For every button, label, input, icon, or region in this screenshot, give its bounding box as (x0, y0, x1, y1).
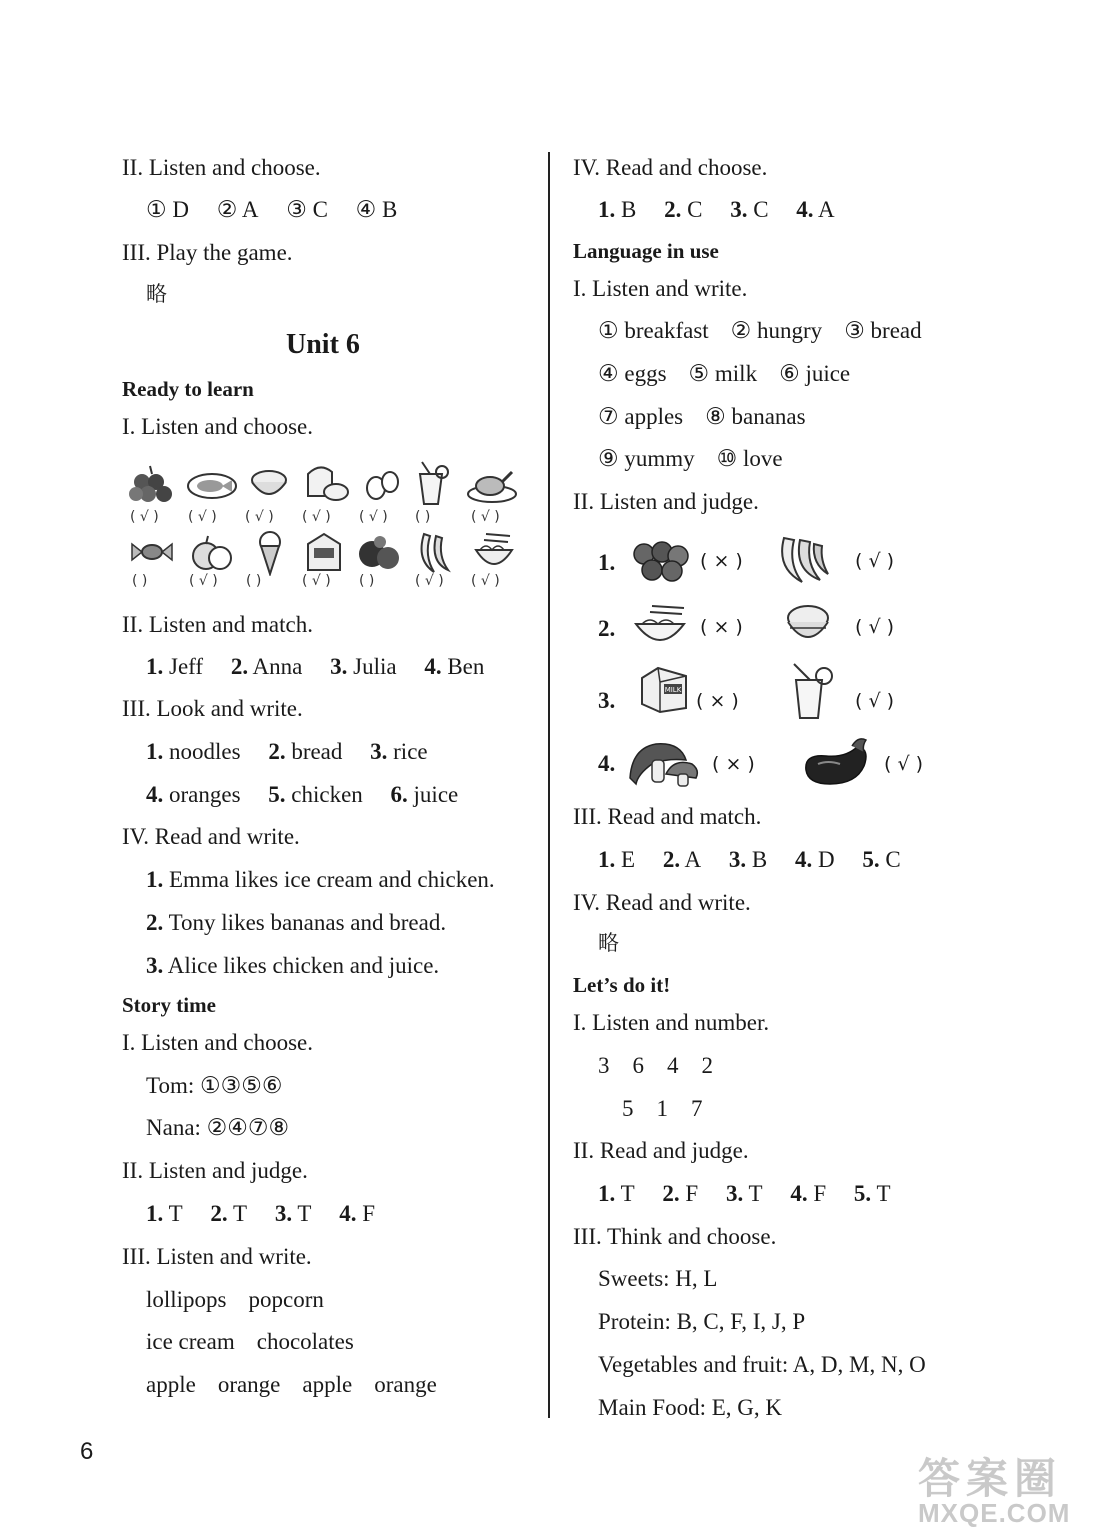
answer: 2. Tony likes bananas and bread. (146, 910, 447, 935)
section-title: III. Play the game. (122, 240, 293, 265)
answer-row: 1. E 2. A 3. B 4. D 5. C (598, 847, 901, 872)
judge-mark: ( √ ) (471, 573, 500, 589)
item-number: 2. (598, 616, 616, 641)
judge-mark: ( ) (246, 573, 262, 589)
answer-row: 1. noodles 2. bread 3. rice (146, 739, 428, 764)
answer: 3 6 4 2 (598, 1053, 713, 1078)
bananas-icon (414, 530, 456, 576)
section-title: II. Listen and match. (122, 612, 313, 637)
milk-carton-icon (302, 530, 346, 574)
oranges-icon (356, 532, 402, 574)
answer-row: apple orange apple orange (146, 1372, 437, 1397)
answer: Nana: ②④⑦⑧ (146, 1115, 290, 1140)
answer-row: 1. Jeff 2. Anna 3. Julia 4. Ben (146, 654, 485, 679)
watermark-logo: 答案圈 (918, 1455, 1063, 1502)
noodles-icon (470, 530, 518, 574)
answer: Protein: B, C, F, I, J, P (598, 1309, 806, 1334)
watermark (918, 1455, 1071, 1528)
judge-mark: ( √ ) (302, 573, 331, 589)
rice-bowl-icon (784, 602, 832, 646)
section-heading: Let’s do it! (573, 973, 671, 997)
section-title: III. Read and match. (573, 804, 762, 829)
answer-row (146, 198, 397, 221)
section-title: III. Look and write. (122, 696, 303, 721)
juice-icon (786, 662, 838, 720)
judge-mark: ( √ ) (189, 573, 218, 589)
answer: 5 1 7 (622, 1096, 703, 1121)
page-number: 6 (80, 1438, 94, 1465)
judge-mark: ( ) (132, 573, 148, 589)
judge-mark: ( × ) (700, 616, 743, 638)
answer-row: 1. T 2. F 3. T 4. F 5. T (598, 1181, 891, 1206)
candy-icon (130, 540, 174, 564)
answer-row: ⑦ apples ⑧ bananas (598, 404, 806, 429)
milk-carton-icon (638, 664, 690, 714)
rice-bowl-icon (248, 466, 290, 502)
section-heading: Ready to learn (122, 377, 254, 401)
section-heading: Story time (122, 993, 216, 1017)
judge-mark: ( √ ) (884, 753, 924, 775)
answer: 略 (598, 931, 619, 955)
answer: Tom: ①③⑤⑥ (146, 1073, 283, 1098)
answer: Sweets: H, L (598, 1266, 718, 1291)
answer: 3. Alice likes chicken and juice. (146, 953, 440, 978)
section-title: II. Listen and judge. (573, 489, 759, 514)
answer-row: ⑨ yummy ⑩ love (598, 446, 783, 471)
answer: Vegetables and fruit: A, D, M, N, O (598, 1352, 926, 1377)
eggplant-icon (800, 736, 872, 788)
answer: ② A (216, 197, 259, 222)
answer-row: 1. T 2. T 3. T 4. F (146, 1201, 376, 1226)
grapes-icon (128, 464, 178, 504)
answer: ③ C (286, 197, 328, 222)
answer: ④ B (355, 197, 398, 222)
judge-mark: ( × ) (712, 753, 755, 775)
apple-icon (190, 534, 234, 574)
chicken-icon (466, 464, 518, 504)
judge-mark: ( ) (359, 573, 375, 589)
section-title: I. Listen and choose. (122, 414, 313, 439)
answer-row: lollipops popcorn (146, 1287, 324, 1312)
watermark-url: MXQE.COM (918, 1498, 1071, 1528)
bananas-icon (776, 534, 832, 586)
section-title: IV. Read and write. (122, 824, 300, 849)
judge-mark: ( × ) (696, 690, 739, 712)
answer: ① D (146, 197, 189, 222)
ice-cream-icon (256, 530, 284, 576)
bread-icon (302, 462, 350, 504)
judge-mark: ( √ ) (855, 690, 895, 712)
svg-text:MILK: MILK (664, 686, 682, 694)
answer: Main Food: E, G, K (598, 1395, 782, 1420)
fish-plate-icon (186, 470, 238, 502)
section-title: II. Listen and choose. (122, 155, 321, 180)
juice-icon (414, 460, 450, 506)
judge-mark: ( √ ) (855, 616, 895, 638)
section-title: I. Listen and choose. (122, 1030, 313, 1055)
item-number: 1. (598, 550, 616, 575)
judge-mark: ( √ ) (188, 509, 217, 525)
item-number: 3. (598, 688, 616, 713)
section-title: IV. Read and write. (573, 890, 751, 915)
answer: 略 (146, 282, 167, 306)
answer-row: ① breakfast ② hungry ③ bread (598, 318, 922, 343)
judge-mark: ( √ ) (302, 509, 331, 525)
noodles-icon (632, 604, 688, 648)
section-title: I. Listen and number. (573, 1010, 770, 1035)
answer-row: 4. oranges 5. chicken 6. juice (146, 782, 459, 807)
column-divider (548, 152, 550, 1418)
judge-mark: ( √ ) (130, 509, 159, 525)
judge-mark: ( √ ) (245, 509, 274, 525)
judge-mark: ( × ) (700, 550, 743, 572)
section-heading: Language in use (573, 239, 719, 263)
unit-title: Unit 6 (286, 329, 360, 360)
answer: 1. Emma likes ice cream and chicken. (146, 867, 495, 892)
answer-row: 1. B 2. C 3. C 4. A (598, 197, 835, 222)
section-title: I. Listen and write. (573, 276, 748, 301)
apples-icon (630, 538, 690, 584)
section-title: III. Listen and write. (122, 1244, 312, 1269)
eggs-icon (362, 468, 402, 502)
section-title: II. Read and judge. (573, 1138, 749, 1163)
answer-row: ice cream chocolates (146, 1329, 354, 1354)
section-title: III. Think and choose. (573, 1224, 777, 1249)
section-title: IV. Read and choose. (573, 155, 768, 180)
judge-mark: ( ) (415, 509, 431, 525)
judge-mark: ( √ ) (415, 573, 444, 589)
section-title: II. Listen and judge. (122, 1158, 308, 1183)
judge-mark: ( √ ) (359, 509, 388, 525)
item-number: 4. (598, 751, 616, 776)
mushrooms-icon (626, 734, 706, 788)
judge-mark: ( √ ) (855, 550, 895, 572)
judge-mark: ( √ ) (471, 509, 500, 525)
answer-row: ④ eggs ⑤ milk ⑥ juice (598, 361, 851, 386)
